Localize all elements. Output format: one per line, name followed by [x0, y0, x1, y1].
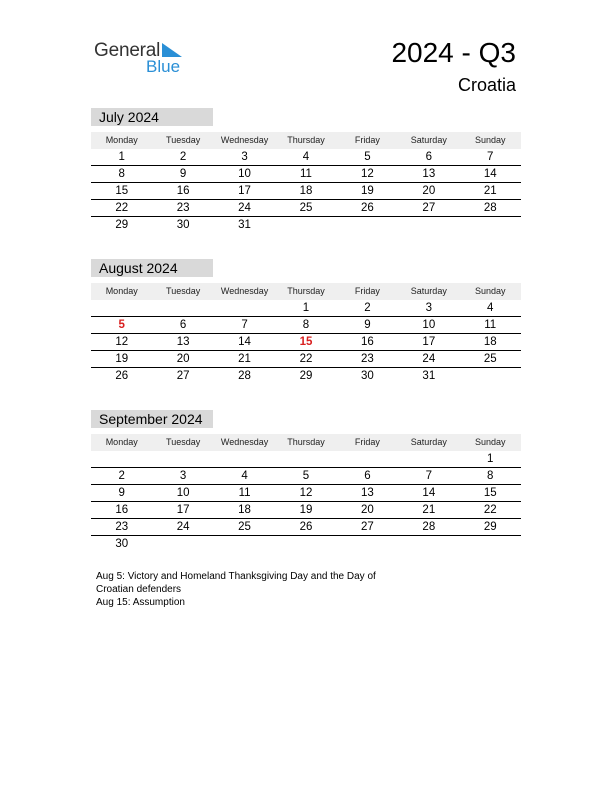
- day-cell: [152, 536, 213, 552]
- weekday-label: Tuesday: [166, 286, 201, 296]
- day-cell: [152, 451, 213, 467]
- day-cell: 22: [483, 504, 497, 516]
- week-row: [91, 468, 521, 485]
- day-cell: 17: [422, 336, 436, 348]
- week-row: [91, 351, 521, 368]
- day-cell: 17: [238, 185, 251, 197]
- weekday-header-row: [91, 132, 521, 149]
- day-cell: 23: [176, 202, 190, 214]
- day-cell: 13: [176, 336, 190, 348]
- weekday-header-row: [91, 434, 521, 451]
- day-cell: 29: [299, 370, 313, 382]
- day-cell: 16: [176, 185, 190, 197]
- day-cell: 7: [425, 470, 433, 482]
- month-july: [91, 108, 521, 233]
- day-cell: [398, 217, 459, 233]
- day-cell: 10: [176, 487, 190, 499]
- day-cell: [152, 300, 213, 316]
- day-cell: 12: [361, 168, 374, 180]
- day-cell: [337, 451, 398, 467]
- day-cell: [460, 368, 521, 384]
- day-cell: 25: [238, 521, 251, 533]
- day-cell: 20: [422, 185, 436, 197]
- day-cell: 1: [487, 453, 494, 465]
- day-cell: 21: [483, 185, 497, 197]
- week-row: [91, 183, 521, 200]
- day-cell: 19: [115, 353, 129, 365]
- day-cell: 5: [364, 151, 371, 163]
- day-cell: 19: [299, 504, 313, 516]
- day-cell: 27: [361, 521, 374, 533]
- day-cell: 15: [299, 336, 313, 348]
- day-cell: 4: [302, 151, 310, 163]
- day-cell: 23: [115, 521, 129, 533]
- weekday-label: Friday: [354, 437, 380, 447]
- month-august: [91, 259, 521, 384]
- day-cell: 23: [361, 353, 374, 365]
- day-cell: 20: [176, 353, 190, 365]
- day-cell: 11: [300, 168, 312, 180]
- day-cell: 3: [179, 470, 187, 482]
- weekday-label: Monday: [105, 135, 138, 145]
- page-title: 2024 - Q3: [391, 37, 516, 68]
- day-cell: 18: [299, 185, 313, 197]
- day-cell: 3: [425, 302, 433, 314]
- day-cell: 8: [487, 470, 494, 482]
- month-title: July 2024: [91, 108, 213, 126]
- day-cell: 16: [115, 504, 129, 516]
- day-cell: 24: [176, 521, 190, 533]
- weekday-label: Friday: [354, 286, 380, 296]
- day-cell: 30: [361, 370, 374, 382]
- day-cell: 14: [422, 487, 436, 499]
- day-cell: 1: [118, 151, 125, 163]
- weekday-label: Thursday: [287, 437, 325, 447]
- day-cell: [460, 217, 521, 233]
- day-cell: [91, 451, 152, 467]
- day-cell: 22: [299, 353, 313, 365]
- weekday-header-row: [91, 283, 521, 300]
- day-cell: 16: [361, 336, 374, 348]
- day-cell: [214, 536, 275, 552]
- day-cell: 6: [179, 319, 187, 331]
- day-cell: 20: [361, 504, 374, 516]
- day-cell: 27: [422, 202, 436, 214]
- weekday-label: Sunday: [474, 286, 506, 296]
- logo-general-text: General: [94, 40, 161, 61]
- day-cell: 17: [176, 504, 190, 516]
- weekday-label: Thursday: [287, 135, 325, 145]
- day-cell: 29: [483, 521, 497, 533]
- weekday-label: Thursday: [287, 286, 325, 296]
- day-cell: 11: [484, 319, 497, 331]
- weekday-label: Sunday: [474, 135, 506, 145]
- day-cell: 14: [483, 168, 497, 180]
- day-cell: 21: [422, 504, 436, 516]
- day-cell: 5: [302, 470, 310, 482]
- day-cell: 13: [361, 487, 374, 499]
- day-cell: 10: [238, 168, 251, 180]
- holiday-notes: [96, 570, 396, 609]
- day-cell: 8: [302, 319, 310, 331]
- day-cell: 10: [422, 319, 436, 331]
- day-cell: 30: [115, 538, 129, 550]
- weekday-label: Tuesday: [166, 437, 201, 447]
- day-cell: [275, 217, 336, 233]
- day-cell: 9: [118, 487, 125, 499]
- day-cell: 2: [179, 151, 187, 163]
- day-cell: 25: [483, 353, 497, 365]
- day-cell: 21: [238, 353, 251, 365]
- week-row: [91, 300, 521, 317]
- day-cell: 26: [299, 521, 313, 533]
- day-cell: 24: [422, 353, 436, 365]
- day-cell: 2: [118, 470, 125, 482]
- day-cell: 24: [238, 202, 251, 214]
- day-cell: [337, 217, 398, 233]
- day-cell: 4: [241, 470, 248, 482]
- week-row: [91, 217, 521, 233]
- week-row: [91, 166, 521, 183]
- day-cell: 8: [118, 168, 125, 180]
- week-row: [91, 334, 521, 351]
- day-cell: 3: [241, 151, 248, 163]
- weekday-label: Saturday: [410, 286, 447, 296]
- weekday-label: Saturday: [410, 437, 447, 447]
- day-cell: 9: [364, 319, 371, 331]
- day-cell: 29: [115, 219, 129, 231]
- week-row: [91, 200, 521, 217]
- logo-blue-text: Blue: [146, 57, 181, 76]
- day-cell: 7: [241, 319, 248, 331]
- weekday-label: Wednesday: [220, 437, 269, 447]
- day-cell: 4: [487, 302, 494, 314]
- day-cell: 31: [238, 219, 251, 231]
- day-cell: 28: [422, 521, 436, 533]
- day-cell: 13: [422, 168, 436, 180]
- weekday-label: Monday: [105, 286, 138, 296]
- day-cell: 5: [118, 319, 125, 331]
- day-cell: 12: [115, 336, 129, 348]
- day-cell: 15: [115, 185, 129, 197]
- holiday-note: Aug 15: Assumption: [96, 597, 185, 608]
- day-cell: 25: [299, 202, 313, 214]
- weekday-label: Wednesday: [220, 286, 269, 296]
- weekday-label: Sunday: [474, 437, 506, 447]
- day-cell: 18: [483, 336, 497, 348]
- day-cell: 30: [176, 219, 190, 231]
- day-cell: [337, 536, 398, 552]
- generalblue-logo: [94, 40, 194, 80]
- day-cell: [275, 536, 336, 552]
- week-row: [91, 485, 521, 502]
- day-cell: 26: [115, 370, 129, 382]
- week-row: [91, 519, 521, 536]
- day-cell: 28: [238, 370, 251, 382]
- day-cell: 12: [299, 487, 313, 499]
- day-cell: 28: [483, 202, 497, 214]
- day-cell: 22: [115, 202, 129, 214]
- day-cell: 15: [483, 487, 497, 499]
- day-cell: [214, 451, 275, 467]
- day-cell: [398, 536, 459, 552]
- day-cell: 7: [487, 151, 494, 163]
- holiday-note: Aug 5: Victory and Homeland Thanksgiving Day and the Day of Croatian defenders: [96, 571, 376, 595]
- week-row: [91, 368, 521, 384]
- country-name: Croatia: [457, 75, 516, 95]
- day-cell: 27: [176, 370, 190, 382]
- month-title: August 2024: [91, 259, 213, 277]
- day-cell: [275, 451, 336, 467]
- month-title: September 2024: [91, 410, 213, 428]
- day-cell: [214, 300, 275, 316]
- weekday-label: Wednesday: [220, 135, 269, 145]
- week-row: [91, 149, 521, 166]
- weekday-label: Friday: [354, 135, 380, 145]
- week-row: [91, 502, 521, 519]
- day-cell: 11: [238, 487, 251, 499]
- weekday-label: Saturday: [410, 135, 447, 145]
- week-row: [91, 451, 521, 468]
- day-cell: 6: [364, 470, 371, 482]
- day-cell: 14: [238, 336, 251, 348]
- day-cell: [398, 451, 459, 467]
- week-row: [91, 317, 521, 334]
- day-cell: 18: [238, 504, 251, 516]
- month-september: [91, 410, 521, 552]
- day-cell: 6: [425, 151, 433, 163]
- week-row: [91, 536, 521, 552]
- day-cell: 26: [361, 202, 374, 214]
- day-cell: [460, 536, 521, 552]
- weekday-label: Monday: [105, 437, 138, 447]
- day-cell: [91, 300, 152, 316]
- day-cell: 19: [361, 185, 374, 197]
- day-cell: 31: [422, 370, 436, 382]
- weekday-label: Tuesday: [166, 135, 201, 145]
- day-cell: 1: [302, 302, 310, 314]
- day-cell: 9: [179, 168, 187, 180]
- day-cell: 2: [364, 302, 371, 314]
